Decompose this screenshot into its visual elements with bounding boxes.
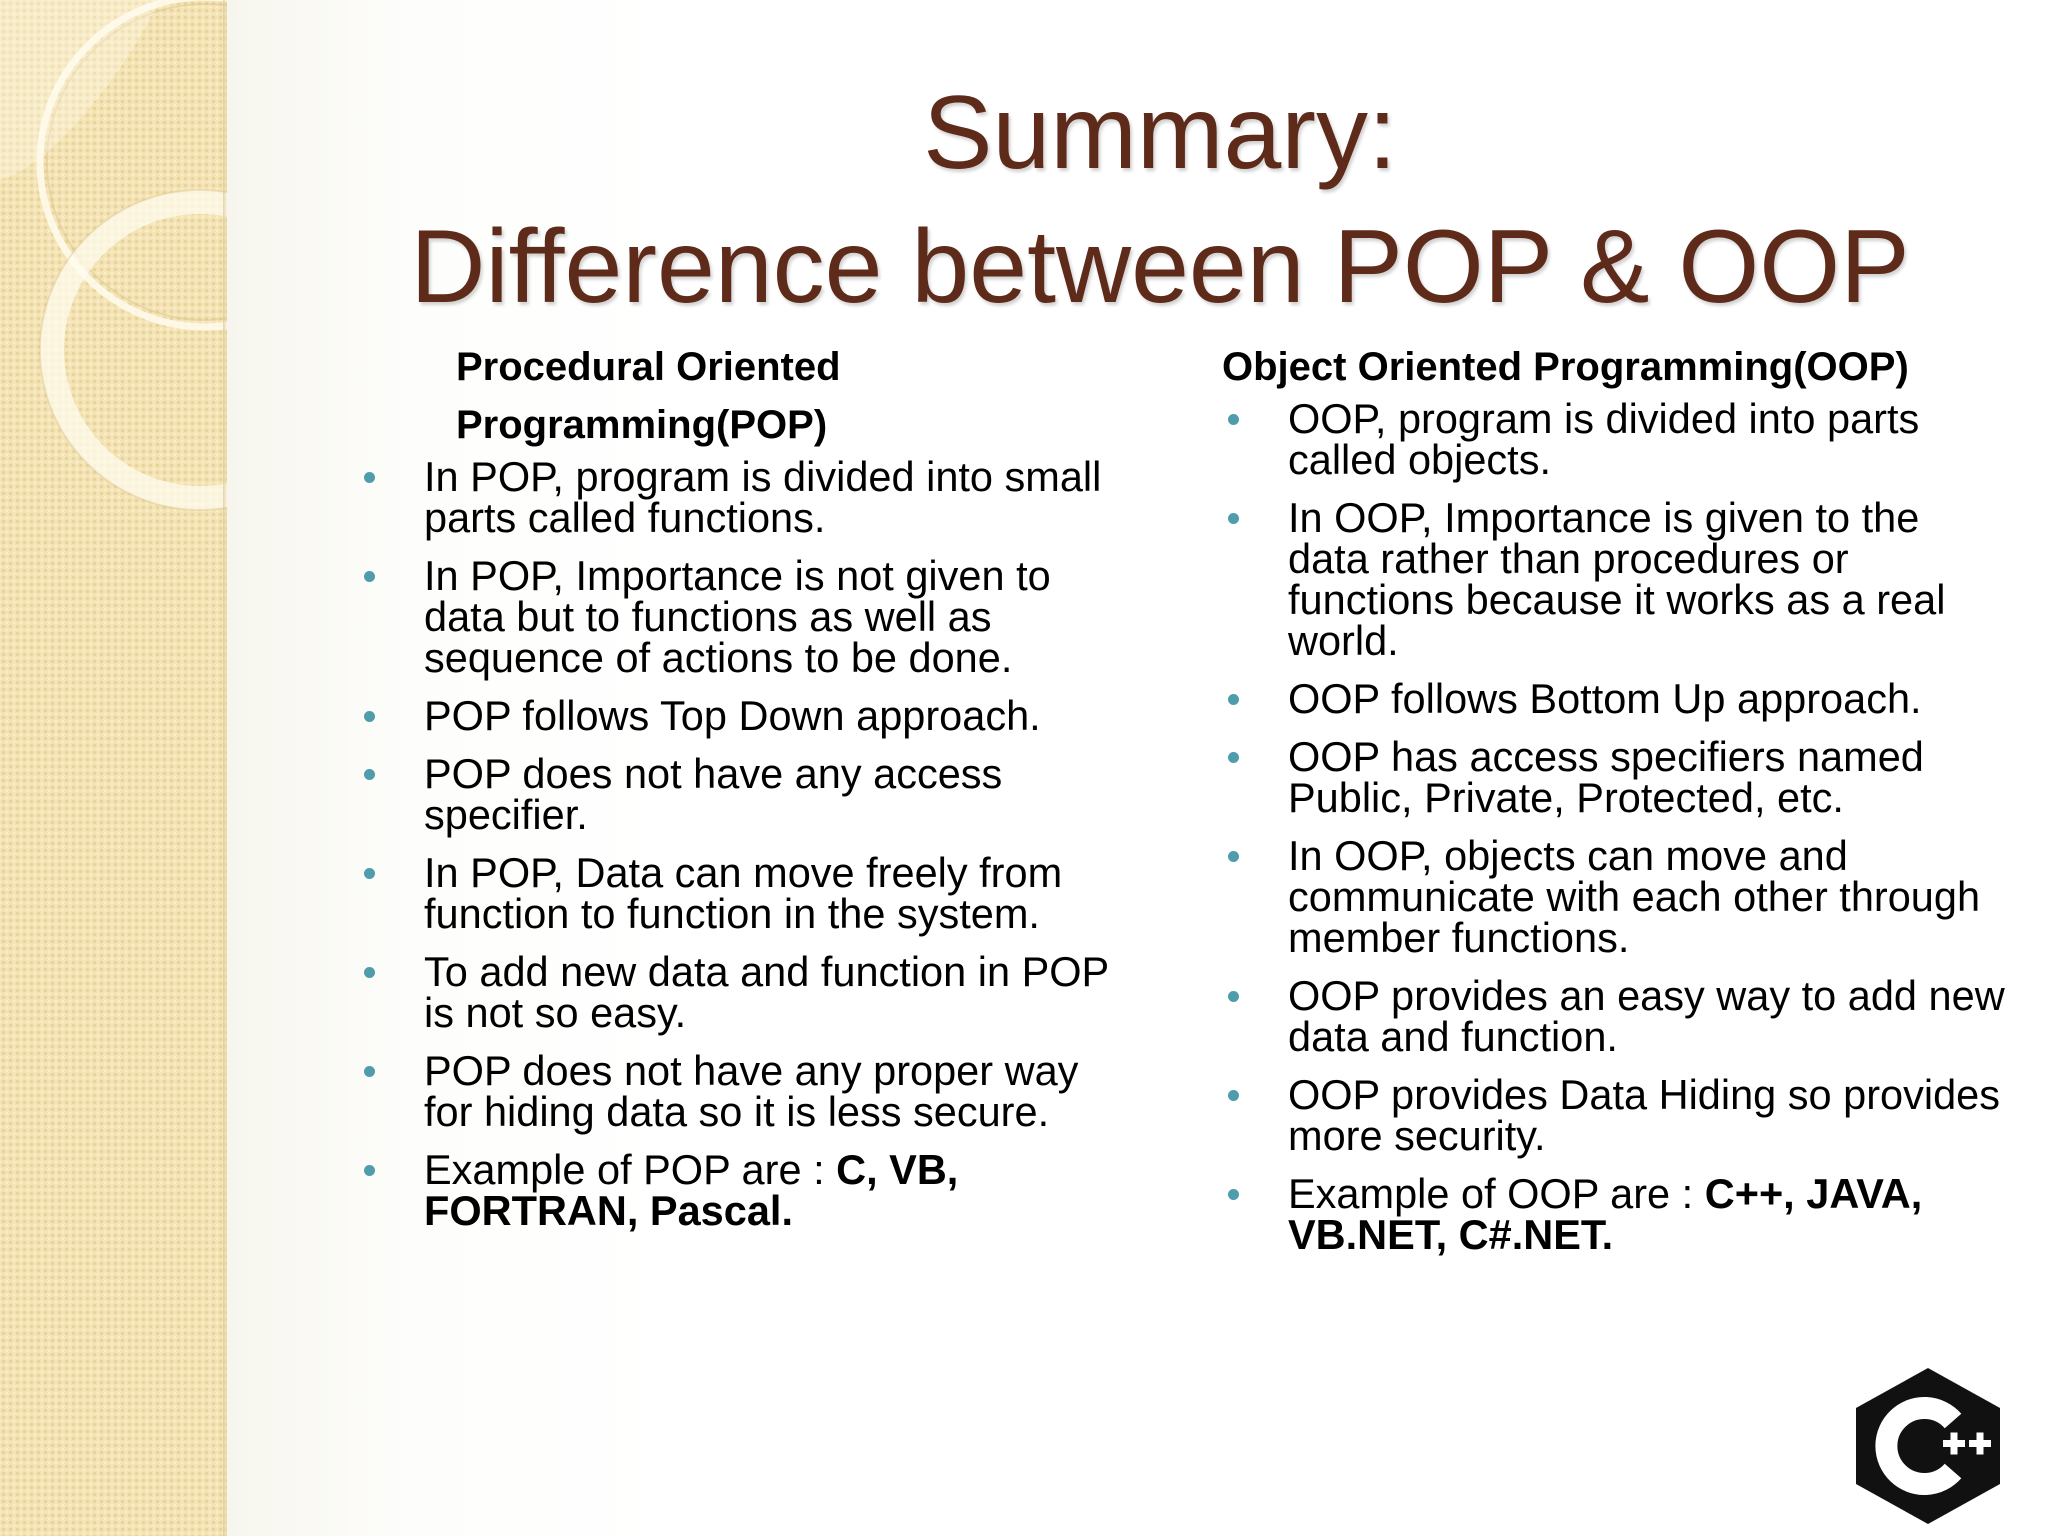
bullet-text: In OOP, objects can move and communicate with each other through member functions. [1288, 832, 1981, 961]
pop-bullet-item [358, 948, 1118, 1036]
pop-heading-line-2: Programming(POP) [456, 403, 828, 447]
slide-title [300, 66, 2020, 334]
pop-heading-line-1: Procedural Oriented [456, 345, 841, 389]
bullet-dot-icon [1228, 513, 1239, 524]
bullet-dot-icon [364, 472, 375, 483]
bullet-text: In POP, Data can move freely from function to function in the system. [424, 849, 1063, 937]
pop-bullet-item [358, 692, 1118, 739]
bullet-dot-icon [1228, 1189, 1239, 1200]
bullet-dot-icon [1228, 851, 1239, 862]
bullet-text: In POP, program is divided into small parts called functions. [424, 453, 1102, 541]
oop-column [1222, 338, 2007, 1272]
oop-bullet-item [1222, 1071, 2007, 1159]
oop-bullet-item [1222, 494, 2007, 664]
bullet-text: OOP provides Data Hiding so provides more security. [1288, 1071, 2001, 1159]
bullet-text: OOP, program is divided into parts called objects. [1288, 395, 1920, 483]
bullet-dot-icon [1228, 694, 1239, 705]
swirl-decoration-icon [0, 0, 227, 1536]
pop-bullet-item [358, 1146, 1118, 1234]
bullet-text: Example of OOP are : [1288, 1170, 1705, 1217]
bullet-text: OOP provides an easy way to add new data and function. [1288, 972, 2005, 1060]
bullet-dot-icon [1228, 991, 1239, 1002]
bullet-dot-icon [364, 711, 375, 722]
oop-bullet-item [1222, 675, 2007, 722]
bullet-bold-text: C, VB, FORTRAN, Pascal. [424, 1146, 959, 1234]
pop-bullet-item [358, 552, 1118, 681]
sidebar-edge-shadow [223, 0, 227, 1536]
bullet-text: POP follows Top Down approach. [424, 692, 1041, 739]
bullet-text: OOP follows Bottom Up approach. [1288, 675, 1922, 722]
bullet-dot-icon [1228, 414, 1239, 425]
decorative-sidebar [0, 0, 227, 1536]
pop-bullet-item [358, 750, 1118, 838]
bullet-dot-icon [1228, 752, 1239, 763]
bullet-text: In POP, Importance is not given to data but to functions as well as sequence of actions to be done. [424, 552, 1051, 681]
bullet-dot-icon [364, 868, 375, 879]
oop-bullet-list [1222, 395, 2007, 1258]
pop-bullet-item [358, 849, 1118, 937]
pop-bullet-item [358, 453, 1118, 541]
bullet-dot-icon [364, 1165, 375, 1176]
oop-bullet-item [1222, 733, 2007, 821]
title-line-1: Summary: [923, 75, 1397, 191]
bullet-text: Example of POP are : [424, 1146, 837, 1193]
bullet-dot-icon [364, 1066, 375, 1077]
pop-bullet-item [358, 1047, 1118, 1135]
oop-bullet-item [1222, 1170, 2007, 1258]
oop-bullet-item [1222, 395, 2007, 483]
bullet-bold-text: C++, JAVA, VB.NET, C#.NET. [1288, 1170, 1923, 1258]
bullet-dot-icon [364, 769, 375, 780]
oop-bullet-item [1222, 972, 2007, 1060]
bullet-dot-icon [364, 967, 375, 978]
bullet-text: To add new data and function in POP is not so easy. [424, 948, 1109, 1036]
title-line-2: Difference between POP & OOP [410, 209, 1910, 325]
bullet-text: In OOP, Importance is given to the data rather than procedures or functions because it works as a real world. [1288, 494, 1946, 664]
bullet-dot-icon [1228, 1090, 1239, 1101]
bullet-text: POP does not have any proper way for hiding data so it is less secure. [424, 1047, 1079, 1135]
bullet-text: POP does not have any access specifier. [424, 750, 1003, 838]
oop-heading: Object Oriented Programming(OOP) [1222, 345, 1909, 389]
bullet-dot-icon [364, 571, 375, 582]
cpp-logo-icon [1852, 1366, 2004, 1526]
bullet-text: OOP has access specifiers named Public, Private, Protected, etc. [1288, 733, 1924, 821]
oop-bullet-item [1222, 832, 2007, 961]
pop-bullet-list [358, 453, 1118, 1234]
pop-column [358, 338, 1118, 1248]
